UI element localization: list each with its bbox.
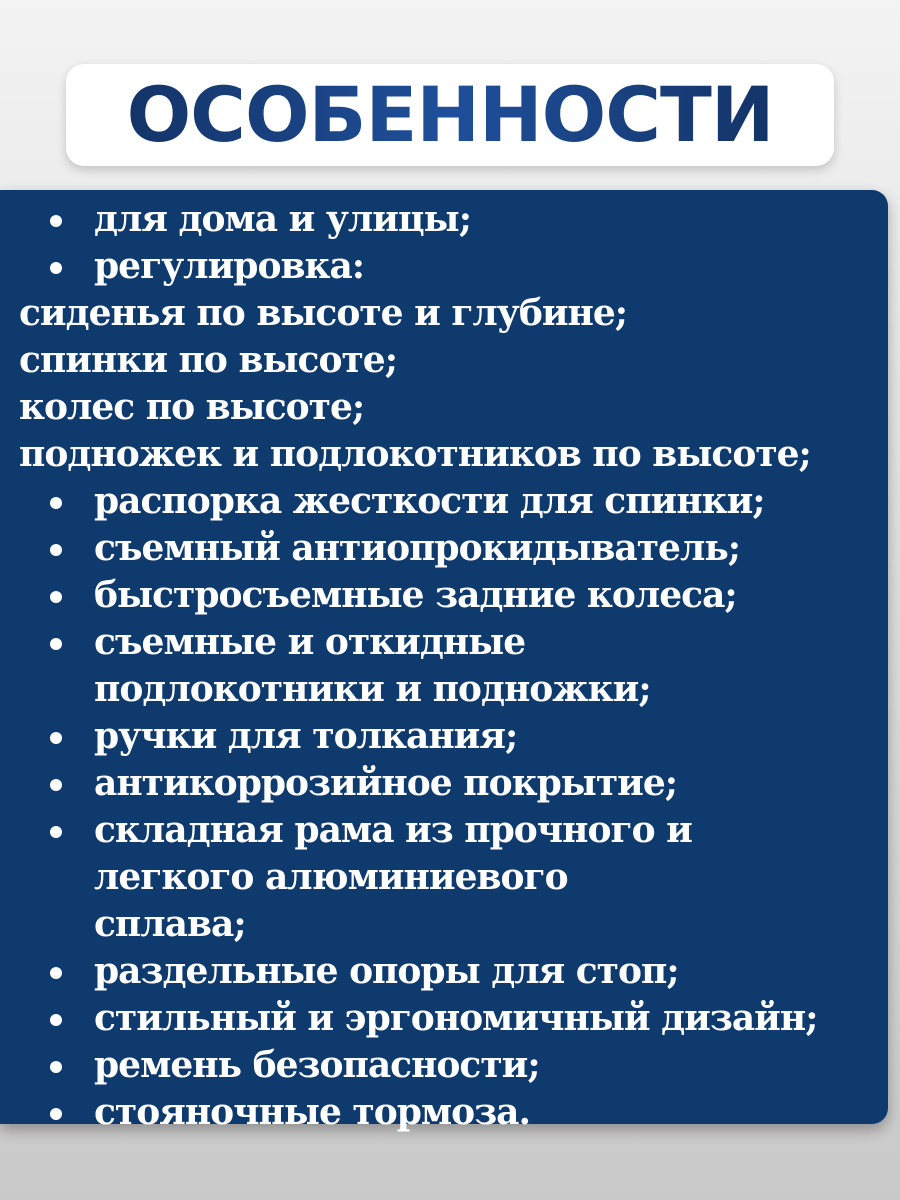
bullet-dot-icon <box>50 732 62 744</box>
feature-text: стильный и эргономичный дизайн; <box>94 997 818 1039</box>
bullet-dot-icon <box>50 779 62 791</box>
feature-text: ручки для толкания; <box>94 715 518 757</box>
bullet-dot-icon <box>50 262 62 274</box>
feature-item <box>0 948 888 995</box>
feature-item <box>0 525 888 572</box>
feature-item <box>0 243 888 290</box>
feature-sub-item <box>0 337 888 384</box>
features-list <box>0 196 888 1136</box>
feature-text: раздельные опоры для стоп; <box>94 950 679 992</box>
feature-sub-item <box>0 290 888 337</box>
bullet-dot-icon <box>50 591 62 603</box>
feature-text: складная рама из прочного и легкого алюминиевого сплава; <box>94 809 692 945</box>
bullet-dot-icon <box>50 497 62 509</box>
feature-text: съемный антиопрокидыватель; <box>94 527 741 569</box>
bullet-dot-icon <box>50 544 62 556</box>
feature-sub-item <box>0 431 888 478</box>
title-card <box>66 64 834 166</box>
feature-text: стояночные тормоза. <box>94 1091 531 1133</box>
feature-text: подножек и подлокотников по высоте; <box>19 433 811 475</box>
feature-item <box>0 196 888 243</box>
bullet-dot-icon <box>50 1061 62 1073</box>
bullet-dot-icon <box>50 967 62 979</box>
feature-text: для дома и улицы; <box>94 198 471 240</box>
feature-text: антикоррозийное покрытие; <box>94 762 678 804</box>
feature-item <box>0 478 888 525</box>
features-panel <box>0 190 888 1133</box>
bullet-dot-icon <box>50 638 62 650</box>
feature-item <box>0 807 714 948</box>
feature-item <box>0 760 888 807</box>
feature-item <box>0 619 714 713</box>
bullet-dot-icon <box>50 215 62 227</box>
feature-text: съемные и откидные подлокотники и подножки; <box>94 621 651 710</box>
feature-text: распорка жесткости для спинки; <box>94 480 765 522</box>
feature-text: быстросъемные задние колеса; <box>94 574 737 616</box>
bullet-dot-icon <box>50 1108 62 1120</box>
feature-item <box>0 572 888 619</box>
feature-text: спинки по высоте; <box>19 339 397 381</box>
page-title: ОСОБЕННОСТИ <box>126 70 774 159</box>
feature-text: сиденья по высоте и глубине; <box>19 292 628 334</box>
feature-item <box>0 713 888 760</box>
feature-item <box>0 995 888 1042</box>
feature-text: ремень безопасности; <box>94 1044 540 1086</box>
feature-sub-item <box>0 384 888 431</box>
feature-item <box>0 1042 888 1089</box>
feature-text: регулировка: <box>94 245 365 287</box>
feature-text: колес по высоте; <box>19 386 365 428</box>
feature-item <box>0 1089 888 1136</box>
bullet-dot-icon <box>50 826 62 838</box>
bullet-dot-icon <box>50 1014 62 1026</box>
